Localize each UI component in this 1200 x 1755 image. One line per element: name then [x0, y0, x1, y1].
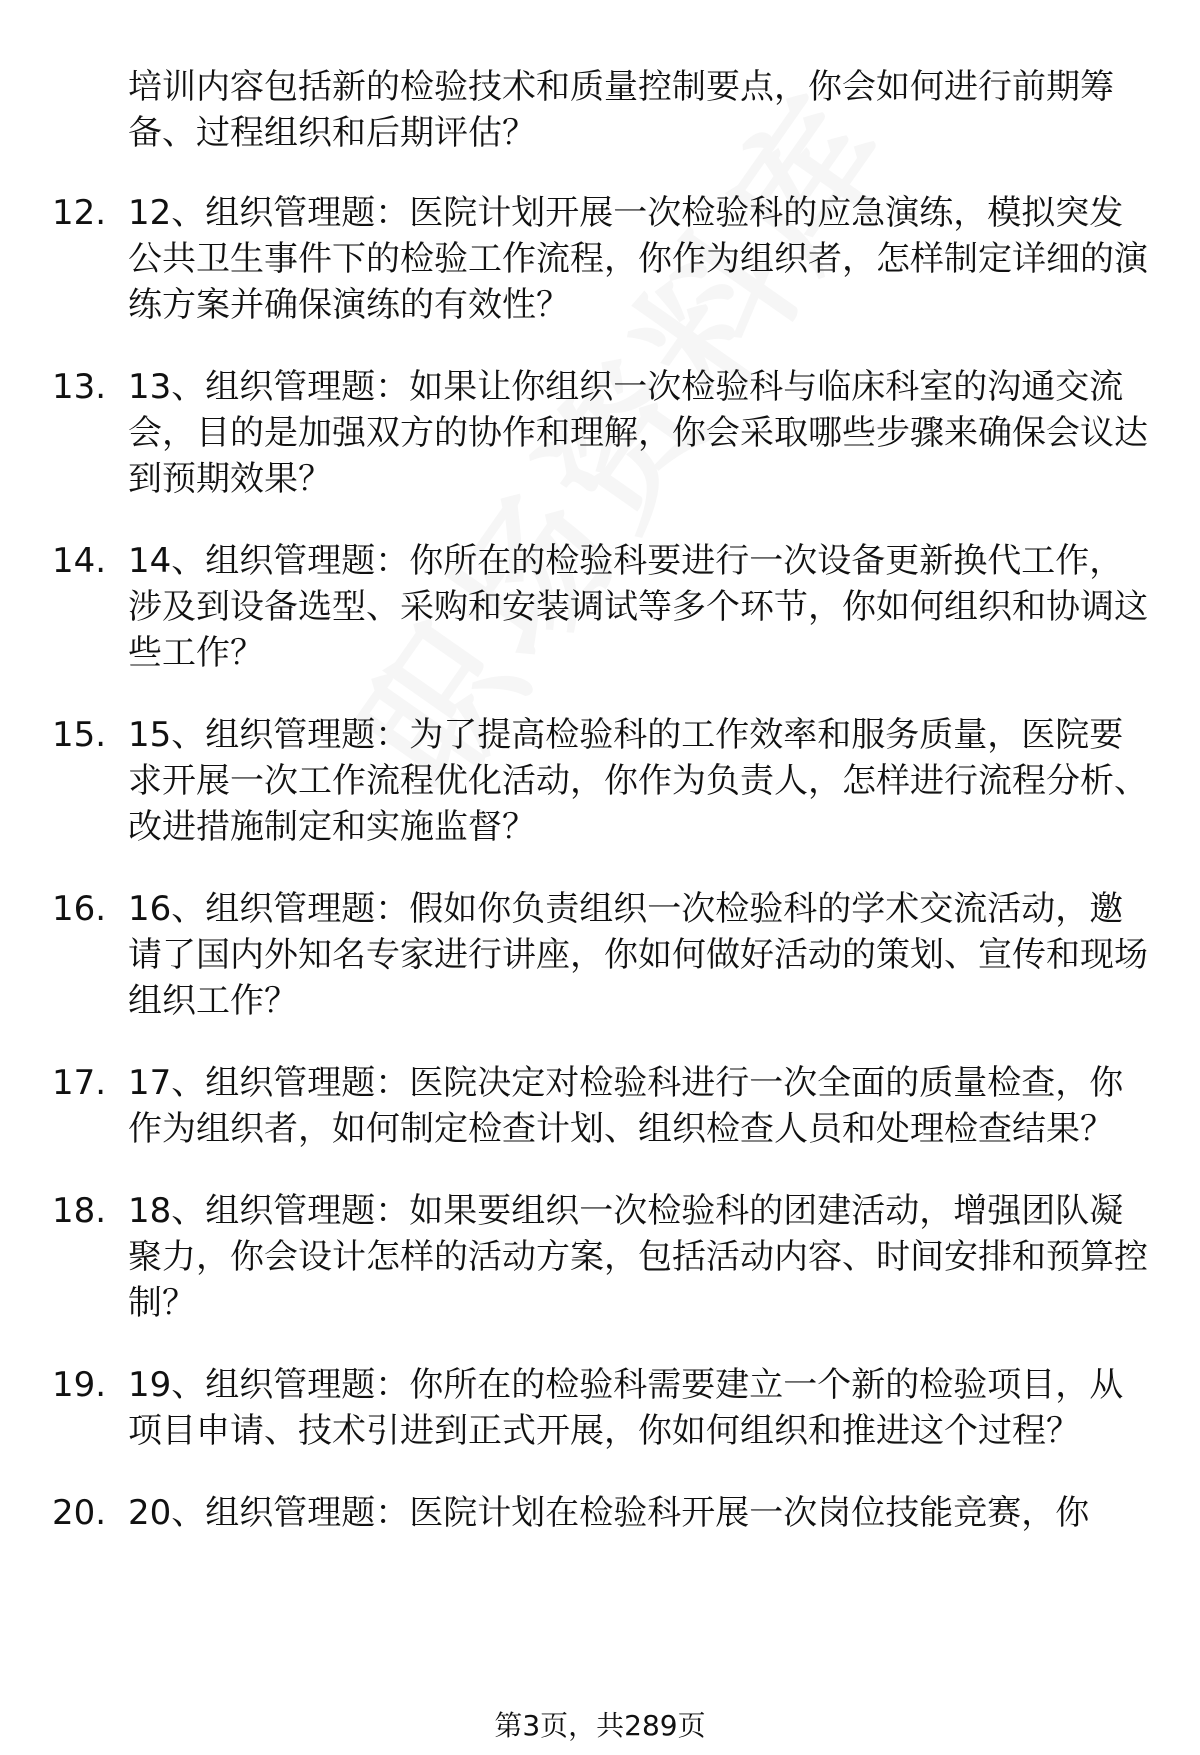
- question-11-continuation: 培训内容包括新的检验技术和质量控制要点，你会如何进行前期筹备、过程组织和后期评估？: [128, 67, 1114, 153]
- question-text: 13、组织管理题：如果让你组织一次检验科与临床科室的沟通交流会，目的是加强双方的协作和理解，你会采取哪些步骤来确保会议达到预期效果？: [128, 367, 1148, 499]
- question-number: 13.: [52, 367, 107, 407]
- question-text: 16、组织管理题：假如你负责组织一次检验科的学术交流活动，邀请了国内外知名专家进行讲座，你如何做好活动的策划、宣传和现场组织工作？: [128, 889, 1148, 1021]
- list-item: [0, 886, 1200, 1024]
- question-text: 17、组织管理题：医院决定对检验科进行一次全面的质量检查，你作为组织者，如何制定检查计划、组织检查人员和处理检查结果？: [128, 1063, 1124, 1149]
- list-item: [0, 712, 1200, 850]
- list-item: [0, 190, 1200, 328]
- question-text: 14、组织管理题：你所在的检验科要进行一次设备更新换代工作，涉及到设备选型、采购和安装调试等多个环节，你如何组织和协调这些工作？: [128, 541, 1148, 673]
- list-item: [0, 364, 1200, 502]
- question-number: 19.: [52, 1365, 107, 1405]
- question-number: 14.: [52, 541, 107, 581]
- question-text: 18、组织管理题：如果要组织一次检验科的团建活动，增强团队凝聚力，你会设计怎样的活动方案，包括活动内容、时间安排和预算控制？: [128, 1191, 1148, 1323]
- question-text: 12、组织管理题：医院计划开展一次检验科的应急演练，模拟突发公共卫生事件下的检验工作流程，你作为组织者，怎样制定详细的演练方案并确保演练的有效性？: [128, 193, 1148, 325]
- list-item: [0, 1060, 1200, 1152]
- question-number: 20.: [52, 1493, 107, 1533]
- list-item: [0, 1490, 1200, 1536]
- page-footer: 第3页，共289页: [494, 1709, 706, 1742]
- question-number: 17.: [52, 1063, 107, 1103]
- question-text: 19、组织管理题：你所在的检验科需要建立一个新的检验项目，从项目申请、技术引进到正式开展，你如何组织和推进这个过程？: [128, 1365, 1124, 1451]
- list-item: [0, 1188, 1200, 1326]
- question-list: [0, 190, 1200, 1572]
- list-item: [0, 538, 1200, 676]
- question-number: 16.: [52, 889, 107, 929]
- question-text: 15、组织管理题：为了提高检验科的工作效率和服务质量，医院要求开展一次工作流程优化活动，你作为负责人，怎样进行流程分析、改进措施制定和实施监督？: [128, 715, 1148, 847]
- question-number: 15.: [52, 715, 107, 755]
- question-text: 20、组织管理题：医院计划在检验科开展一次岗位技能竞赛，你: [128, 1493, 1090, 1533]
- question-number: 12.: [52, 193, 107, 233]
- question-number: 18.: [52, 1191, 107, 1231]
- list-item: [0, 1362, 1200, 1454]
